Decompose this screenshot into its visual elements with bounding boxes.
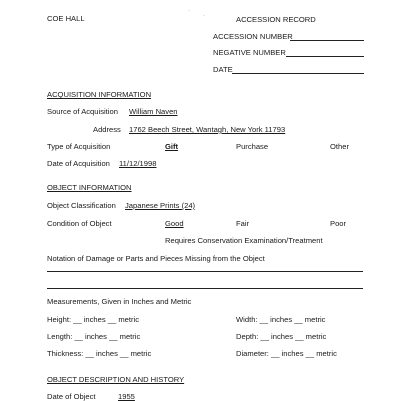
record-title: ACCESSION RECORD [236, 15, 316, 24]
object-date-value: 1955 [118, 392, 135, 401]
type-option-other: Other [330, 142, 349, 151]
type-label: Type of Acquisition [47, 142, 111, 151]
measurements-heading: Measurements, Given in Inches and Metric [47, 297, 192, 306]
scan-speck: · [188, 8, 190, 14]
damage-line-2[interactable] [47, 288, 363, 289]
conservation-note: Requires Conservation Examination/Treatment [165, 236, 323, 245]
acquisition-heading: ACQUISITION INFORMATION [47, 90, 152, 99]
negative-number-field[interactable] [286, 56, 364, 57]
object-date-label: Date of Object [47, 392, 96, 401]
classification-label: Object Classification [47, 201, 116, 210]
accession-number-label: ACCESSION NUMBER [213, 32, 293, 41]
condition-option-poor: Poor [330, 219, 347, 228]
negative-number-label: NEGATIVE NUMBER [213, 48, 286, 57]
height-field: Height: __ inches __ metric [47, 315, 140, 324]
address-label: Address [93, 125, 121, 134]
thickness-field: Thickness: __ inches __ metric [47, 349, 152, 358]
type-option-gift: Gift [165, 142, 179, 151]
object-info-heading: OBJECT INFORMATION [47, 183, 132, 192]
width-field: Width: __ inches __ metric [236, 315, 326, 324]
accession-number-field[interactable] [290, 40, 364, 41]
org-name: COE HALL [47, 14, 85, 23]
damage-label: Notation of Damage or Parts and Pieces Missing from the Object [47, 254, 265, 263]
date-field[interactable] [232, 73, 364, 74]
acquisition-date-label: Date of Acquisition [47, 159, 110, 168]
date-label: DATE [213, 65, 233, 74]
condition-option-good: Good [165, 219, 184, 228]
scan-speck: · [203, 13, 205, 19]
condition-option-fair: Fair [236, 219, 250, 228]
description-heading: OBJECT DESCRIPTION AND HISTORY [47, 375, 185, 384]
diameter-field: Diameter: __ inches __ metric [236, 349, 337, 358]
condition-label: Condition of Object [47, 219, 112, 228]
address-value: 1762 Beech Street, Wantagh, New York 11793 [129, 125, 286, 134]
acquisition-date-value: 11/12/1998 [119, 159, 157, 168]
type-option-purchase: Purchase [236, 142, 269, 151]
source-label: Source of Acquisition [47, 107, 118, 116]
classification-value: Japanese Prints (24) [125, 201, 196, 210]
damage-line-1[interactable] [47, 271, 363, 272]
source-value: William Naven [129, 107, 178, 116]
length-field: Length: __ inches __ metric [47, 332, 141, 341]
depth-field: Depth: __ inches __ metric [236, 332, 327, 341]
